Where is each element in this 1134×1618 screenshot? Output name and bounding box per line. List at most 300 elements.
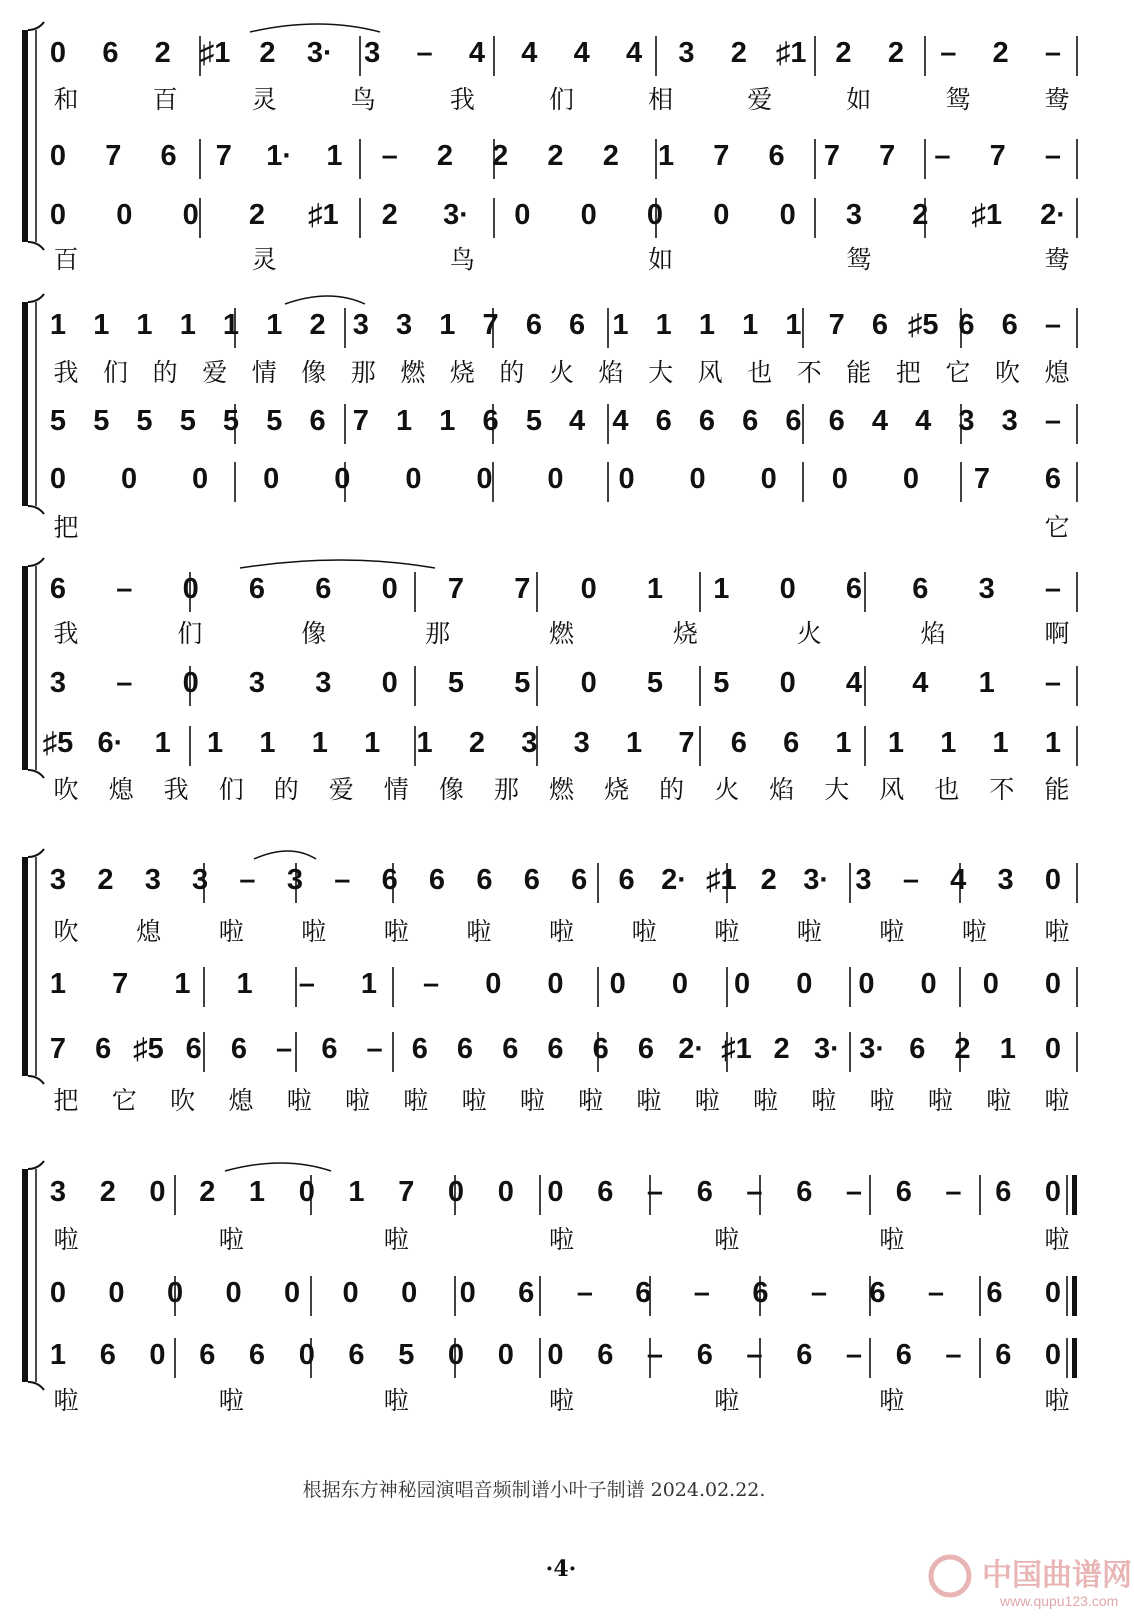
lyric-syllable: 百 [53,245,79,274]
note: 0 [334,463,351,495]
note: 6 [315,573,332,605]
lyric-syllable: 啦 [714,1225,740,1254]
lyric-syllable: 们 [548,85,575,114]
note: 6 [785,405,802,437]
note: 1 [364,727,381,759]
lyric-syllable: 啊 [1044,619,1070,648]
lyric-syllable: 和 [53,85,79,114]
note: 0 [284,1277,301,1309]
note: 0 [689,463,706,495]
note: 2 [547,140,564,172]
note: 0 [182,199,199,231]
note: 5 [93,405,110,437]
note: 3 [855,864,872,896]
note: 4 [845,667,863,699]
note: 4 [612,405,629,437]
note: 0 [547,463,564,495]
note: – [416,37,433,69]
bracket-hook-bottom [28,1076,44,1084]
note: 1 [49,309,67,341]
note: 7 [49,1033,67,1065]
note: 7 [989,140,1006,172]
note: 3 [49,1176,67,1208]
note: 0 [381,667,398,699]
note: 2· [678,1033,705,1065]
note: 5 [646,667,664,699]
note: 6 [569,309,586,341]
note: 0 [514,199,531,231]
note: 1 [136,309,153,341]
note: – [1044,37,1062,69]
note: 1· [266,140,292,172]
lyric-syllable: 啦 [466,917,492,946]
note: 1 [626,727,643,759]
note: 0 [447,1176,465,1208]
note: 2 [730,37,747,69]
note: 2 [602,140,619,172]
note: 7 [823,140,840,172]
note: 3 [49,864,67,896]
note: 0 [476,463,493,495]
note: – [1044,405,1062,437]
note: 1 [887,727,904,759]
note: 3 [396,309,413,341]
note: ♯5 [42,727,74,759]
note: 5 [398,1339,415,1371]
note: 6 [730,727,747,759]
note: 6 [95,1033,112,1065]
note: 6 [909,1033,926,1065]
note: 1 [179,309,196,341]
lyric-syllable: 它 [945,358,971,387]
note: 1 [248,1176,266,1208]
note: 5 [447,667,465,699]
lyric-syllable: 啦 [631,917,657,946]
lyric-syllable: 啦 [286,1086,312,1115]
note: 0 [192,463,209,495]
note: 6 [796,1339,813,1371]
note: 6 [637,1033,655,1065]
note: 5 [136,405,153,437]
note: 0 [49,463,67,495]
note: – [927,1277,944,1309]
note: 3 [364,37,381,69]
lyric-syllable: 啦 [548,1386,575,1415]
bracket-hook-top [28,294,44,302]
lyric-syllable: 火 [548,358,575,387]
note: 6 [381,864,398,896]
note: 6 [482,405,499,437]
note: 0 [920,968,937,1000]
note: 0 [547,1176,564,1208]
lyric-syllable: 鸯 [1044,85,1070,114]
note: 2 [835,37,852,69]
lyric-syllable: 熄 [136,917,162,946]
lyric-syllable: 啦 [714,1386,740,1415]
lyric-syllable: 烧 [604,775,630,804]
note: 6 [986,1277,1003,1309]
note: 6 [185,1033,202,1065]
final-barline-thick [1072,1276,1077,1316]
note: 6 [995,1339,1012,1371]
note: 7 [713,140,730,172]
bracket-hook-bottom [28,242,44,250]
lyric-syllable: 啦 [1044,1386,1070,1415]
note: 2 [912,199,929,231]
note: 2 [760,864,777,896]
note: 4 [573,37,590,69]
lyric-syllable: 灵 [251,245,277,274]
lyric-syllable: 能 [1044,775,1070,804]
note: – [116,573,133,605]
bracket-hook-bottom [28,506,44,514]
note: 5 [525,405,542,437]
lyric-syllable: 燃 [548,775,575,804]
lyric-syllable: 啦 [714,917,740,946]
note: 3· [306,37,333,69]
note: 0 [182,573,199,605]
note: 2 [492,140,509,172]
note: 3 [958,405,975,437]
system-5 [22,1161,1077,1415]
system-bracket [22,30,28,242]
footer-credit: 根据东方神秘园演唱音频制谱小叶子制谱 2024.02.22. [302,1479,766,1501]
note: 6 [102,37,119,69]
note: 6 [768,140,785,172]
lyric-syllable: 啦 [53,1225,79,1254]
note: 0 [182,667,199,699]
note: 6 [248,573,266,605]
note: 5 [222,405,240,437]
note: 1 [940,727,957,759]
note: 6 [456,1033,474,1065]
lyric-syllable: 的 [152,358,178,387]
final-barline-thick [1072,1338,1077,1378]
lyric-syllable: 把 [53,1086,79,1115]
note: 0 [447,1339,465,1371]
note: – [845,1339,863,1371]
note: 0 [459,1277,476,1309]
note: 6· [97,727,124,759]
system-3 [22,558,1077,804]
note: 2· [1040,199,1066,231]
note: 0 [760,463,777,495]
note: 1 [999,1033,1016,1065]
note: 2 [436,140,453,172]
note: 1 [49,1339,67,1371]
lyric-syllable: 啦 [383,1225,409,1254]
note: 2 [309,309,326,341]
lyric-syllable: 情 [251,358,277,387]
note: 6 [1001,309,1018,341]
note: 1 [835,727,852,759]
note: ♯1 [721,1033,752,1065]
lyric-syllable: 啦 [1044,1086,1070,1115]
note: 1 [1044,727,1062,759]
note: 1 [612,309,629,341]
note: – [116,667,133,699]
note: 0 [497,1176,514,1208]
lyric-syllable: 焰 [598,358,624,387]
lyric-syllable: 鸟 [449,245,475,274]
note: 6 [502,1033,519,1065]
lyric-syllable: 啦 [636,1086,662,1115]
note: 1 [311,727,328,759]
lyric-syllable: 啦 [383,1386,409,1415]
note: 0 [298,1339,315,1371]
note: 0 [485,968,502,1000]
note: 3 [997,864,1014,896]
system-bracket [22,566,28,770]
note: 0 [497,1339,514,1371]
note: 1 [658,140,675,172]
lyric-syllable: 爱 [328,775,354,804]
lyric-syllable: 啦 [461,1086,487,1115]
lyric-syllable: 们 [218,775,244,804]
lyric-syllable: 风 [879,775,905,804]
note: 6 [230,1033,247,1065]
note: 4 [950,864,967,896]
note: 6 [321,1033,338,1065]
lyric-syllable: 吹 [170,1086,196,1115]
note: 0 [49,1277,67,1309]
note: 1 [646,573,664,605]
note: 6 [428,864,446,896]
note: 0 [671,968,688,1000]
note: ♯5 [133,1033,164,1065]
lyric-syllable: 啦 [694,1086,720,1115]
lyric-syllable: 啦 [869,1086,895,1115]
note: 7 [105,140,122,172]
note: 4 [626,37,643,69]
note: 0 [831,463,848,495]
note: 1 [978,667,995,699]
note: – [276,1033,293,1065]
bracket-hook-top [28,558,44,566]
note: 6 [871,309,889,341]
lyric-syllable: 烧 [672,619,698,648]
note: 1 [259,727,276,759]
note: 0 [618,463,635,495]
note: 0 [49,140,67,172]
note: 4 [915,405,932,437]
note: 7 [352,405,369,437]
note: 1 [698,309,715,341]
system-4 [22,849,1077,1115]
system-bracket [22,857,28,1076]
note: 6 [618,864,635,896]
lyric-syllable: 燃 [400,358,426,387]
slur [240,560,435,568]
note: 2 [259,37,276,69]
lyric-syllable: 啦 [961,917,987,946]
lyric-syllable: 焰 [769,775,795,804]
note: 2· [661,864,687,896]
slur [250,24,380,32]
note: 0 [902,463,919,495]
lyric-syllable: 火 [796,619,822,648]
note: 7 [879,140,896,172]
note: 4 [468,37,485,69]
lyric-syllable: 像 [438,775,464,804]
lyric-syllable: 我 [449,85,475,114]
note: 0 [547,968,564,1000]
note: 0 [580,199,597,231]
note: 7 [482,309,499,341]
note: 1 [360,968,377,1000]
lyric-syllable: 爱 [202,358,228,387]
note: 0 [108,1277,125,1309]
note: 3· [443,199,469,231]
lyric-syllable: 啦 [301,917,327,946]
lyric-syllable: 啦 [927,1086,953,1115]
note: 3 [978,573,995,605]
lyric-syllable: 啦 [879,917,905,946]
bracket-hook-top [28,1161,44,1169]
note: 0 [779,573,796,605]
note: 7 [678,727,695,759]
note: ♯1 [199,37,231,69]
note: 0 [167,1277,184,1309]
note: 7 [447,573,465,605]
note: 2 [199,1176,216,1208]
note: 1 [742,309,759,341]
note: 6 [796,1176,813,1208]
lyric-syllable: 啦 [548,917,575,946]
note: – [934,140,951,172]
note: 3 [315,667,332,699]
note: 0 [1044,864,1062,896]
note: 2 [992,37,1009,69]
note: 0 [116,199,133,231]
note: 1 [236,968,253,1000]
bracket-hook-bottom [28,1382,44,1390]
note: 4 [871,405,889,437]
note: – [423,968,440,1000]
note: 1 [326,140,343,172]
lyric-syllable: 不 [989,775,1015,804]
note: 5 [266,405,283,437]
lyric-syllable: 啦 [519,1086,545,1115]
lyric-syllable: 风 [697,358,723,387]
note: 1 [992,727,1009,759]
slur [285,296,365,304]
lyric-syllable: 啦 [383,917,409,946]
lyric-syllable: 啦 [986,1086,1012,1115]
note: 6 [547,1033,564,1065]
lyric-syllable: 们 [177,619,203,648]
note: 6 [783,727,800,759]
note: 0 [1044,1033,1062,1065]
note: 1 [93,309,110,341]
lyric-syllable: 那 [493,775,519,804]
note: – [693,1277,710,1309]
lyric-syllable: 不 [796,358,822,387]
lyric-syllable: 吹 [53,917,79,946]
note: – [940,37,957,69]
note: 7 [398,1176,415,1208]
note: ♯5 [907,309,939,341]
note: – [902,864,919,896]
note: 2 [97,864,114,896]
note: 6 [592,1033,609,1065]
note: 3· [814,1033,840,1065]
note: – [810,1277,827,1309]
note: 0 [982,968,999,1000]
lyric-syllable: 烧 [449,358,475,387]
bracket-hook-top [28,849,44,857]
note: 2 [468,727,485,759]
note: 6 [49,573,67,605]
note: – [646,1176,664,1208]
lyric-syllable: 熄 [1044,358,1070,387]
lyric-syllable: 像 [301,358,327,387]
lyric-syllable: 啦 [879,1225,905,1254]
note: 0 [609,968,626,1000]
note: – [945,1176,962,1208]
note: 6 [958,309,975,341]
note: 6 [523,864,540,896]
note: 0 [49,37,67,69]
note: 1 [439,309,456,341]
lyric-syllable: 我 [163,775,189,804]
note: 2 [887,37,904,69]
note: 0 [547,1339,564,1371]
note: 6 [476,864,493,896]
slur [254,851,316,859]
note: 6 [995,1176,1012,1208]
note: 0 [298,1176,315,1208]
note: 0 [779,667,796,699]
lyric-syllable: 啦 [752,1086,779,1115]
lyric-syllable: 我 [53,619,79,648]
note: 6 [518,1277,535,1309]
note: 0 [1044,1277,1062,1309]
lyric-syllable: 大 [648,358,674,387]
note: 6 [199,1339,216,1371]
watermark-url: www.qupu123.com [1000,1593,1119,1609]
lyric-syllable: 我 [53,358,79,387]
note: 1 [396,405,413,437]
note: 6 [696,1339,713,1371]
note: 0 [225,1277,242,1309]
note: – [239,864,256,896]
note: 6 [742,405,759,437]
note: 0 [401,1277,418,1309]
note: 1 [785,309,802,341]
lyric-syllable: 鸯 [1044,245,1070,274]
note: 0 [149,1339,166,1371]
note: 6 [348,1339,365,1371]
note: ♯1 [705,864,737,896]
note: 5 [514,667,531,699]
lyric-syllable: 火 [714,775,740,804]
note: 1 [222,309,240,341]
lyric-syllable: 熄 [108,775,134,804]
note: 6 [655,405,672,437]
note: 6 [99,1339,116,1371]
lyric-syllable: 灵 [251,85,277,114]
lyric-syllable: 百 [152,85,178,114]
note: – [746,1176,763,1208]
lyric-syllable: 啦 [53,1386,79,1415]
lyric-syllable: 也 [934,775,960,804]
note: 4 [912,667,929,699]
note: 0 [1044,968,1062,1000]
note: 1 [416,727,433,759]
note: 6 [597,1339,614,1371]
bracket-hook-bottom [28,770,44,778]
